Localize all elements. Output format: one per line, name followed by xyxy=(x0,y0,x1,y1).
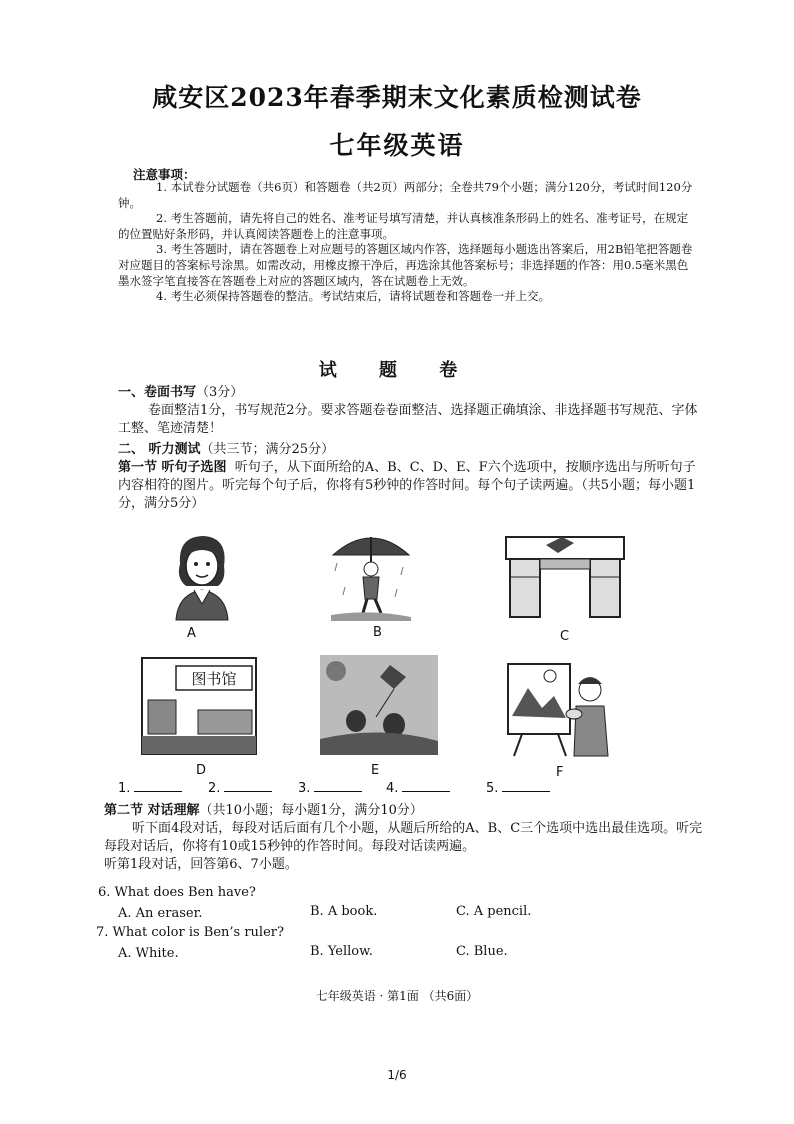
part1-text: 卷面整洁1分，书写规范2分。要求答题卷卷面整洁、选择题正确填涂、非选择题书写规范、字体工整、笔迹清楚！ xyxy=(118,403,698,436)
library-sign-text: 图书馆 xyxy=(191,670,237,688)
notice-heading: 注意事项： xyxy=(133,167,196,182)
blank-number: 1. xyxy=(118,781,131,796)
picture-a xyxy=(166,530,238,622)
part2-score: （共三节；满分25分） xyxy=(200,442,335,457)
notice-item: 2. 考生答题前，请先将自己的姓名、准考证号填写清楚，并认真核准条形码上的姓名、准考证号，在规定的位置贴好条形码，并认真阅读答题卷上的注意事项。 xyxy=(118,211,689,241)
picture-f-label: F xyxy=(556,765,564,780)
picture-b xyxy=(327,527,415,623)
option-6c[interactable]: C. A pencil. xyxy=(456,904,532,919)
answer-blank[interactable] xyxy=(298,779,362,796)
part2 xyxy=(118,441,708,513)
picture-f xyxy=(502,656,612,760)
picture-e-label: E xyxy=(371,763,380,778)
section-title: 试 题 卷 xyxy=(318,360,476,381)
picture-e xyxy=(320,655,438,755)
blank-number: 5. xyxy=(486,781,499,796)
blank-number: 3. xyxy=(298,781,311,796)
blank-number: 2. xyxy=(208,781,221,796)
section2 xyxy=(104,802,708,874)
question-7: 7. What color is Ben’s ruler? xyxy=(96,925,284,940)
picture-b-label: B xyxy=(373,625,382,640)
exam-subtitle: 七年级英语 xyxy=(329,131,465,160)
picture-d-label: D xyxy=(196,763,207,778)
picture-d xyxy=(138,654,260,758)
picture-c xyxy=(500,527,630,623)
question-6: 6. What does Ben have? xyxy=(98,885,256,900)
blank-number: 4. xyxy=(386,781,399,796)
notice-list xyxy=(118,180,698,305)
page-indicator: 1/6 xyxy=(387,1068,407,1082)
notice-item: 1. 本试卷分试题卷（共6页）和答题卷（共2页）两部分；全卷共79个小题；满分120分，考试时间120分钟。 xyxy=(118,180,693,210)
picture-a-label: A xyxy=(187,626,196,641)
s1-text: 听句子，从下面所给的A、B、C、D、E、F六个选项中，按顺序选出与所听句子内容相符的图片。听完每个句子后，你将有5秒钟的作答时间。每个句子读两遍。（共5小题；每小题1分，满分5分） xyxy=(118,460,696,511)
s2-score: （共10小题；每小题1分，满分10分） xyxy=(199,803,423,818)
s2-text: 听下面4段对话，每段对话后面有几个小题，从题后所给的A、B、C三个选项中选出最佳选项。听完每段对话后，你将有10或15秒钟的作答时间。每段对话读两遍。 xyxy=(104,821,703,854)
page-footer: 七年级英语 · 第1面 （共6面） xyxy=(315,989,479,1003)
option-7a[interactable]: A. White. xyxy=(118,946,179,961)
option-6b[interactable]: B. A book. xyxy=(310,904,378,919)
s1-heading: 第一节 听句子选图 xyxy=(118,460,227,475)
answer-blank[interactable] xyxy=(208,779,272,796)
picture-c-label: C xyxy=(560,629,570,644)
notice-item: 4. 考生必须保持答题卷的整洁。考试结束后，请将试题卷和答题卷一并上交。 xyxy=(156,289,551,304)
s2-lead: 听第1段对话，回答第6、7小题。 xyxy=(104,857,298,872)
answer-blank[interactable] xyxy=(118,779,182,796)
exam-title: 咸安区2023年春季期末文化素质检测试卷 xyxy=(152,83,642,112)
option-6a[interactable]: A. An eraser. xyxy=(118,906,203,921)
part1-heading: 一、卷面书写 xyxy=(118,385,197,400)
s2-heading: 第二节 对话理解 xyxy=(104,803,200,818)
answer-blank[interactable] xyxy=(486,779,550,796)
part2-heading: 二、 听力测试 xyxy=(118,442,201,457)
notice-item: 3. 考生答题时，请在答题卷上对应题号的答题区域内作答，选择题每小题选出答案后，用2B铅笔把答题卷对应题目的答案标号涂黑。如需改动，用橡皮擦干净后，再选涂其他答案标号；非选择题的作答：用0.5毫米黑色墨水签字笔直接答在答题卷上对应的答题区域内，答在试题卷上无效。 xyxy=(118,242,693,288)
part1 xyxy=(118,384,708,438)
option-7b[interactable]: B. Yellow. xyxy=(310,944,373,959)
option-7c[interactable]: C. Blue. xyxy=(456,944,508,959)
answer-blank[interactable] xyxy=(386,779,450,796)
part1-score: （3分） xyxy=(196,385,244,400)
